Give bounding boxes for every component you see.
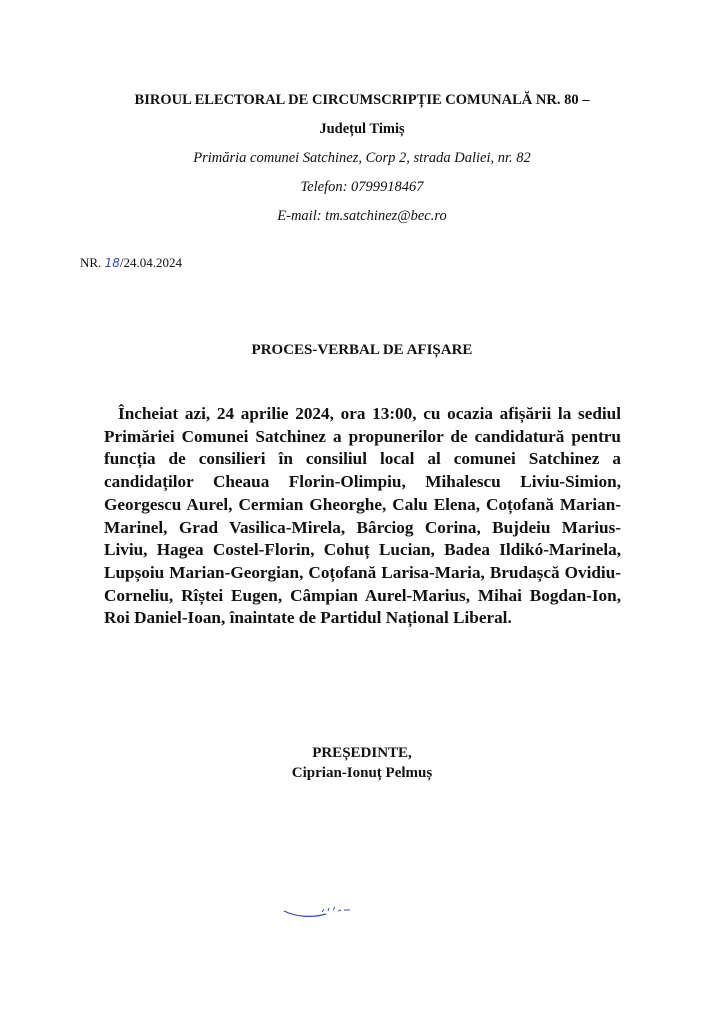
header-county: Județul Timiș (319, 121, 405, 137)
registration-number (80, 255, 182, 271)
header-phone: Telefon: 0799918467 (300, 179, 424, 195)
body-paragraph: Încheiat azi, 24 aprilie 2024, ora 13:00, cu ocazia afișării la sediul Primăriei Comunei Satchinez a propunerilor de candidatură pentru funcția de consilieri în consiliul local al comunei Satchinez a candidaților Cheaua Florin-Olimpiu, Mihalescu Liviu-Simion, Georgescu Aurel, Cermian Gheorghe, Calu Elena, Coțofană Marian-Marinel, Grad Vasilica-Mirela, Bârciog Corina, Bujdeiu Marius-Liviu, Hagea Costel-Florin, Cohuț Lucian, Badea Ildikó-Marinela, Lupșoiu Marian-Georgian, Coțofană Larisa-Maria, Brudașcă Ovidiu-Corneliu, Rîștei Eugen, Câmpian Aurel-Marius, Mihai Bogdan-Ion, Roi Daniel-Ioan, înaintate de Partidul Național Liberal. (104, 404, 621, 628)
handwritten-scribble-icon (282, 903, 362, 925)
document-title: PROCES-VERBAL DE AFIȘARE (251, 342, 473, 358)
signature-role: PREȘEDINTE, (312, 745, 412, 761)
header-address: Primăria comunei Satchinez, Corp 2, strada Daliei, nr. 82 (193, 150, 531, 166)
registration-handwritten-number: 18 (104, 256, 120, 270)
header-institution: BIROUL ELECTORAL DE CIRCUMSCRIPȚIE COMUNALĂ NR. 80 – (134, 92, 590, 108)
header-email: E-mail: tm.satchinez@bec.ro (277, 208, 447, 224)
signature-name: Ciprian-Ionuț Pelmuș (291, 765, 433, 781)
registration-prefix: NR. (80, 255, 105, 270)
registration-date: /24.04.2024 (119, 255, 182, 270)
